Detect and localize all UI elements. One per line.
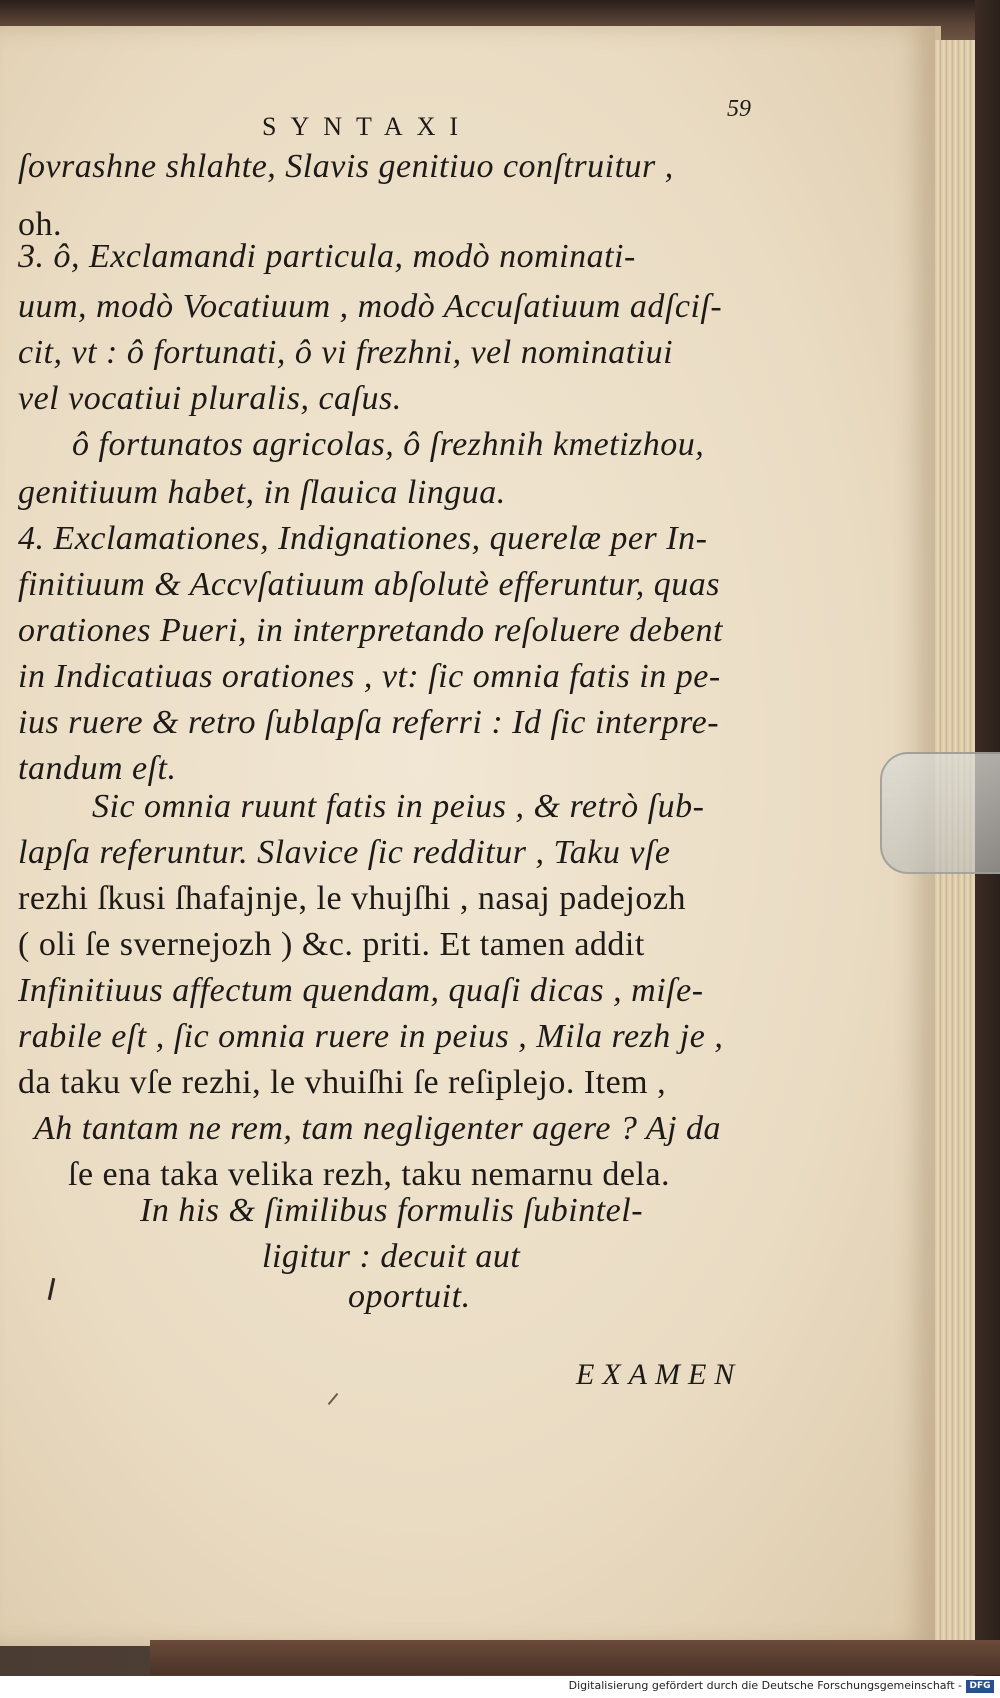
body-line-11: orationes Pueri, in interpretando reſoluere debent <box>18 612 723 649</box>
body-line-21: da taku vſe rezhi, le vhuiſhi ſe reſiplejo. Item , <box>18 1064 667 1101</box>
body-line-10: finitiuum & Accvſatiuum abſolutè efferuntur, quas <box>18 566 720 603</box>
body-line-23: ſe ena taka velika rezh, taku nemarnu dela. <box>68 1156 671 1193</box>
page-number: 59 <box>727 96 751 122</box>
body-line-8: genitiuum habet, in ſlauica lingua. <box>18 474 506 511</box>
body-line-2: oh. <box>18 206 62 243</box>
footer-bar <box>0 1676 1000 1698</box>
body-line-17: rezhi ſkusi ſhafajnje, le vhujſhi , nasaj padejozh <box>18 880 686 917</box>
body-line-12: in Indicatiuas orationes , vt: ſic omnia fatis in pe- <box>18 658 721 695</box>
body-line-14: tandum eſt. <box>18 750 177 787</box>
body-line-26: oportuit. <box>348 1278 471 1315</box>
body-line-18: ( oli ſe svernejozh ) &c. priti. Et tamen addit <box>18 926 645 963</box>
body-line-4: uum, modò Vocatiuum , modò Accuſatiuum adſciſ- <box>18 288 723 325</box>
page-clip <box>880 752 1000 874</box>
body-line-9: 4. Exclamationes, Indignationes, querelæ per In- <box>18 520 708 557</box>
body-line-6: vel vocatiui pluralis, caſus. <box>18 380 402 417</box>
body-line-19: Infinitiuus affectum quendam, quaſi dicas , miſe- <box>18 972 704 1009</box>
body-line-22: Ah tantam ne rem, tam negligenter agere ? Aj da <box>34 1110 722 1147</box>
body-line-25: ligitur : decuit aut <box>262 1238 521 1275</box>
body-line-24: In his & ſimilibus formulis ſubintel- <box>140 1192 644 1229</box>
catchword: EXAMEN <box>576 1358 743 1391</box>
body-line-15: Sic omnia ruunt fatis in peius , & retrò ſub- <box>92 788 705 825</box>
body-line-7: ô fortunatos agricolas, ô ſrezhnih kmetizhou, <box>72 426 705 463</box>
book-cover-bottom <box>150 1640 1000 1675</box>
body-line-20: rabile eſt , ſic omnia ruere in peius , Mila rezh je , <box>18 1018 724 1055</box>
dfg-logo: DFG <box>966 1680 994 1693</box>
body-line-13: ius ruere & retro ſublapſa referri : Id ſic interpre- <box>18 704 720 741</box>
footer-credit: Digitalisierung gefördert durch die Deutsche Forschungsgemeinschaft - <box>568 1679 962 1692</box>
running-title: SYNTAXI <box>262 112 473 141</box>
body-line-16: lapſa referuntur. Slavice ſic redditur , Taku vſe <box>18 834 671 871</box>
body-line-1: ſovrashne shlahte, Slavis genitiuo conſtruitur , <box>18 148 674 185</box>
body-line-5: cit, vt : ô fortunati, ô vi frezhni, vel nominatiui <box>18 334 674 371</box>
body-line-3: 3. ô, Exclamandi particula, modò nominati- <box>18 238 636 275</box>
